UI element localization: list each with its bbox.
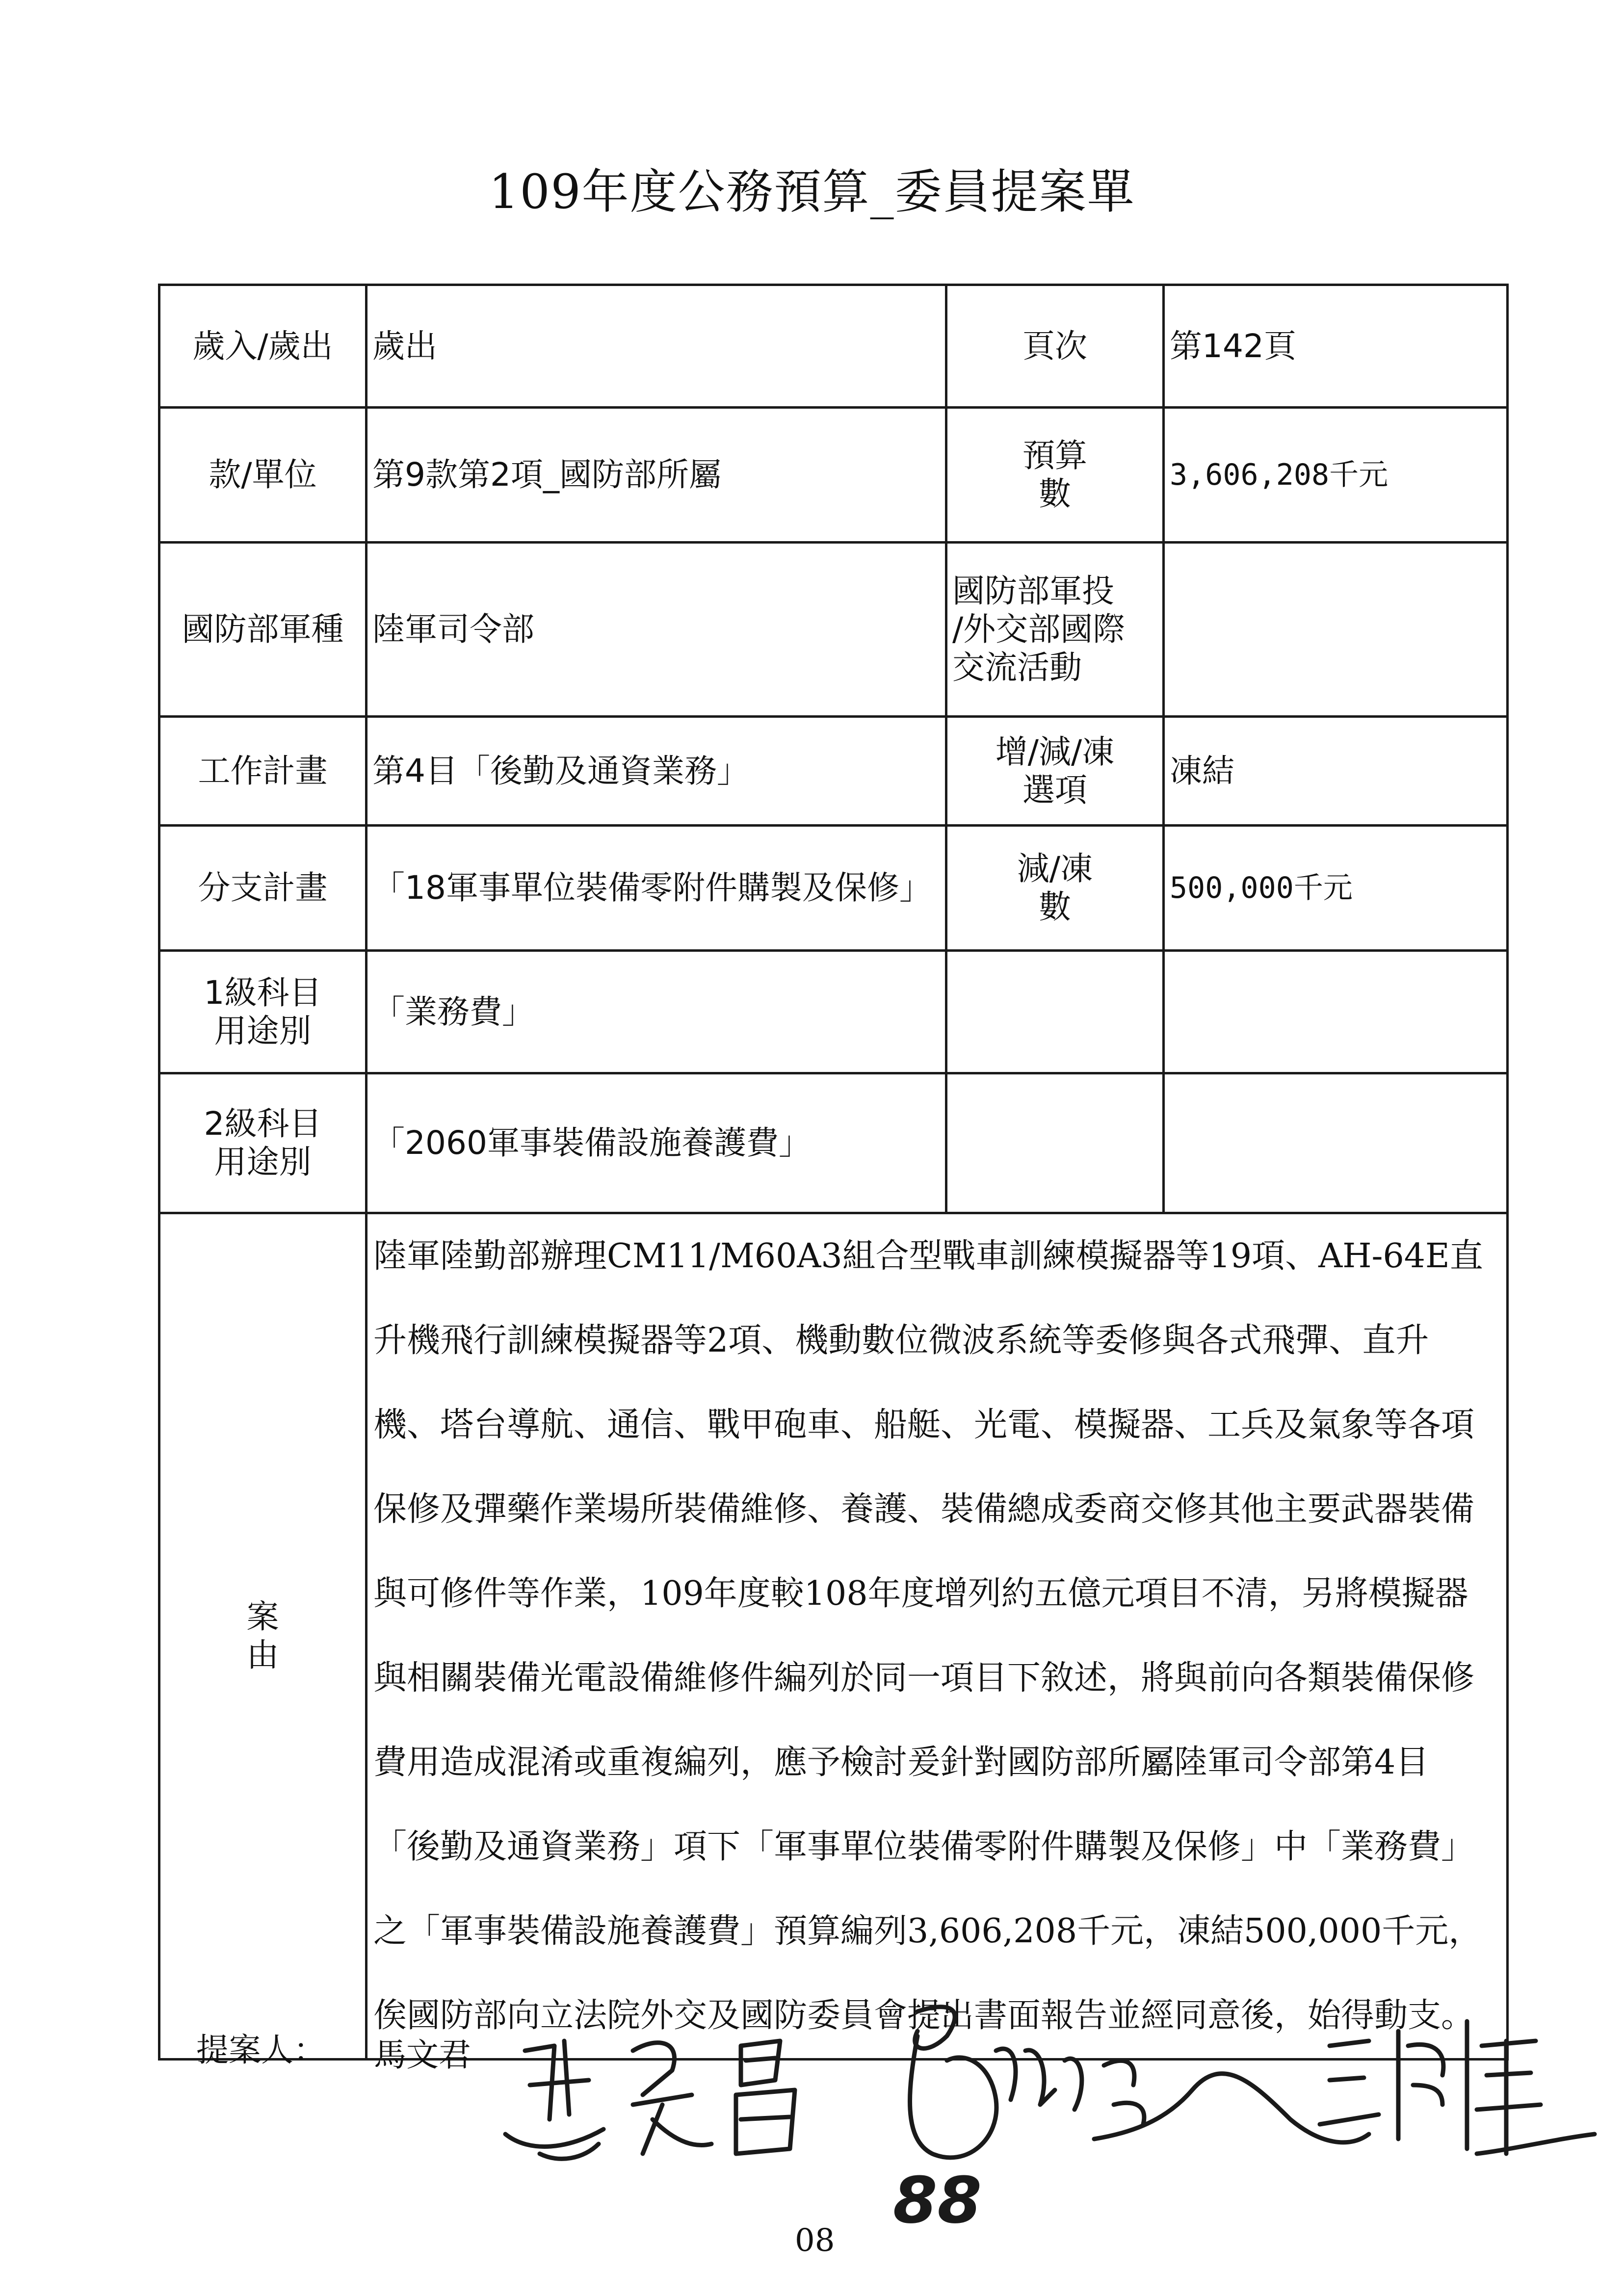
row-value-2 <box>1164 951 1508 1073</box>
proposer-label: 提案人： <box>196 2031 326 2069</box>
handwritten-number-text: 88 <box>893 2168 982 2232</box>
row-value: 第9款第2項_國防部所屬 <box>367 408 946 543</box>
row-label: 分支計畫 <box>159 826 367 951</box>
row-value: 歲出 <box>367 285 946 408</box>
row-label: 國防部軍種 <box>159 543 367 717</box>
handwritten-number <box>893 2168 991 2232</box>
row-value-2 <box>1164 543 1508 717</box>
row-label: 1級科目 用途別 <box>159 951 367 1073</box>
row-value-2: 凍結 <box>1164 717 1508 826</box>
handwritten-signatures <box>486 1992 1614 2188</box>
row-label-2: 國防部軍投 /外交部國際 交流活動 <box>946 543 1164 717</box>
row-value: 陸軍司令部 <box>367 543 946 717</box>
row-label-2: 增/減/凍 選項 <box>946 717 1164 826</box>
reason-text: 陸軍陸勤部辦理CM11/M60A3組合型戰車訓練模擬器等19項、AH-64E直升機飛行訓練模擬器等2項、機動數位微波系統等委修與各式飛彈、直升機、塔台導航、通信、戰甲砲車、船艇、光電、模擬器、工兵及氣象等各項保修及彈藥作業場所裝備維修、養護、裝備總成委商交修其他主要武器裝備與可修件等作業，109年度較108年度增列約五億元項目不清，另將模擬器與相關裝備光電設備維修件編列於同一項目下敘述，將與前向各類裝備保修費用造成混淆或重複編列，應予檢討爰針對國防部所屬陸軍司令部第4目「後勤及通資業務」項下「軍事單位裝備零附件購製及保修」中「業務費」之「軍事裝備設施養護費」預算編列3,606,208千元，凍結500,000千元，俟國防部向立法院外交及國防委員會提出書面報告並經同意後，始得動支。 <box>367 1213 1508 2060</box>
form-row-military-branch <box>159 543 1508 717</box>
row-label-2 <box>946 1073 1164 1213</box>
form-row-reason <box>159 1213 1508 2060</box>
row-label-2: 減/凍 數 <box>946 826 1164 951</box>
row-label: 2級科目 用途別 <box>159 1073 367 1213</box>
proposer-name: 馬文君 <box>374 2036 471 2074</box>
row-value: 「18軍事單位裝備零附件購製及保修」 <box>367 826 946 951</box>
page-title: 109年度公務預算_委員提案單 <box>489 164 1135 219</box>
form-row-level2-subject <box>159 1073 1508 1213</box>
page-number: 08 <box>795 2222 835 2259</box>
row-value-2: 第142頁 <box>1164 285 1508 408</box>
form-row-work-plan <box>159 717 1508 826</box>
row-label-2: 預算 數 <box>946 408 1164 543</box>
row-label-2: 頁次 <box>946 285 1164 408</box>
reason-label: 案由 <box>159 1213 367 2060</box>
row-value-2: 500,000千元 <box>1164 826 1508 951</box>
form-row-branch-plan <box>159 826 1508 951</box>
row-label: 歲入/歲出 <box>159 285 367 408</box>
row-value: 第4目「後勤及通資業務」 <box>367 717 946 826</box>
form-row-section-unit <box>159 408 1508 543</box>
row-value-2: 3,606,208千元 <box>1164 408 1508 543</box>
form-row-level1-subject <box>159 951 1508 1073</box>
row-label: 工作計畫 <box>159 717 367 826</box>
row-label: 款/單位 <box>159 408 367 543</box>
proposal-form-table <box>158 284 1509 2061</box>
row-value: 「業務費」 <box>367 951 946 1073</box>
row-label-2 <box>946 951 1164 1073</box>
row-value-2 <box>1164 1073 1508 1213</box>
form-row-income-expense <box>159 285 1508 408</box>
row-value: 「2060軍事裝備設施養護費」 <box>367 1073 946 1213</box>
